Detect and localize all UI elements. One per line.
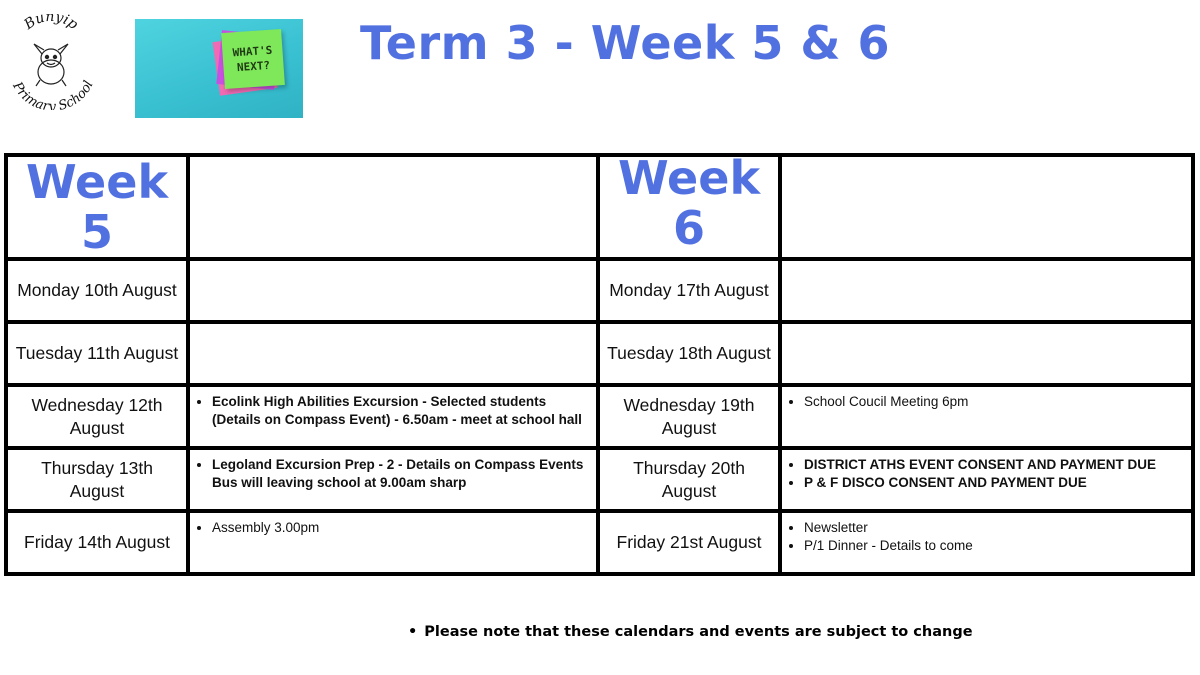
- list-item: • Assembly 3.00pm: [212, 519, 596, 537]
- week5-events-thu: [188, 448, 598, 511]
- page-title: Term 3 - Week 5 & 6: [360, 16, 890, 70]
- week5-day-fri: Friday 14th August: [24, 532, 170, 552]
- week6-events-wed: [780, 385, 1193, 448]
- week-header-row: [6, 155, 1193, 259]
- whats-next-photo: [135, 19, 303, 118]
- list-item: • Newsletter: [804, 519, 1191, 537]
- week6-label: Week 6: [617, 151, 761, 255]
- week6-day-mon: Monday 17th August: [609, 280, 769, 300]
- calendar-table: [4, 153, 1195, 576]
- week5-header-cell: [6, 155, 188, 259]
- list-item: • Legoland Excursion Prep - 2 - Details on Compass Events Bus will leaving school at 9.00am sharp: [212, 456, 596, 492]
- list-item: • Ecolink High Abilities Excursion - Selected students (Details on Compass Event) - 6.50am - meet at school hall: [212, 393, 596, 429]
- list-item: • DISTRICT ATHS EVENT CONSENT AND PAYMENT DUE: [804, 456, 1191, 474]
- week5-day-tue: Tuesday 11th August: [15, 343, 179, 363]
- week6-events-mon: [780, 259, 1193, 322]
- table-row: [6, 385, 1193, 448]
- week5-events-mon: [188, 259, 598, 322]
- week5-events-wed: [188, 385, 598, 448]
- week6-events-fri: [780, 511, 1193, 574]
- svg-text:Bunyip: [21, 14, 81, 34]
- week5-day-wed: Wednesday 12th August: [31, 394, 163, 438]
- week6-day-tue: Tuesday 18th August: [607, 343, 771, 363]
- week5-day-thu: Thursday 13th August: [41, 457, 153, 501]
- list-item: • P & F DISCO CONSENT AND PAYMENT DUE: [804, 474, 1191, 492]
- week5-day-mon: Monday 10th August: [17, 280, 177, 300]
- list-item: • School Coucil Meeting 6pm: [804, 393, 1191, 411]
- week5-label: Week 5: [25, 155, 169, 259]
- table-row: [6, 322, 1193, 385]
- table-row: [6, 511, 1193, 574]
- week6-events-tue: [780, 322, 1193, 385]
- week6-events-thu: [780, 448, 1193, 511]
- list-item: • P/1 Dinner - Details to come: [804, 537, 1191, 555]
- table-row: [6, 448, 1193, 511]
- week6-day-wed: Wednesday 19th August: [623, 394, 755, 438]
- bunyip-mascot-icon: [34, 44, 68, 86]
- week5-events-tue: [188, 322, 598, 385]
- school-logo: [4, 14, 98, 110]
- table-row: [6, 259, 1193, 322]
- sticky-note-line1: WHAT'S: [232, 43, 273, 60]
- disclaimer-note: • Please note that these calendars and events are subject to change: [408, 624, 973, 640]
- logo-text-top: Bunyip: [21, 14, 81, 33]
- week6-day-thu: Thursday 20th August: [633, 457, 745, 501]
- logo-text-bottom: Primary School: [9, 78, 97, 110]
- sticky-note-line2: NEXT?: [236, 58, 271, 75]
- week6-day-fri: Friday 21st August: [616, 532, 762, 552]
- sticky-note: [221, 29, 285, 89]
- week6-header-cell: [598, 151, 780, 259]
- week5-events-fri: [188, 511, 598, 574]
